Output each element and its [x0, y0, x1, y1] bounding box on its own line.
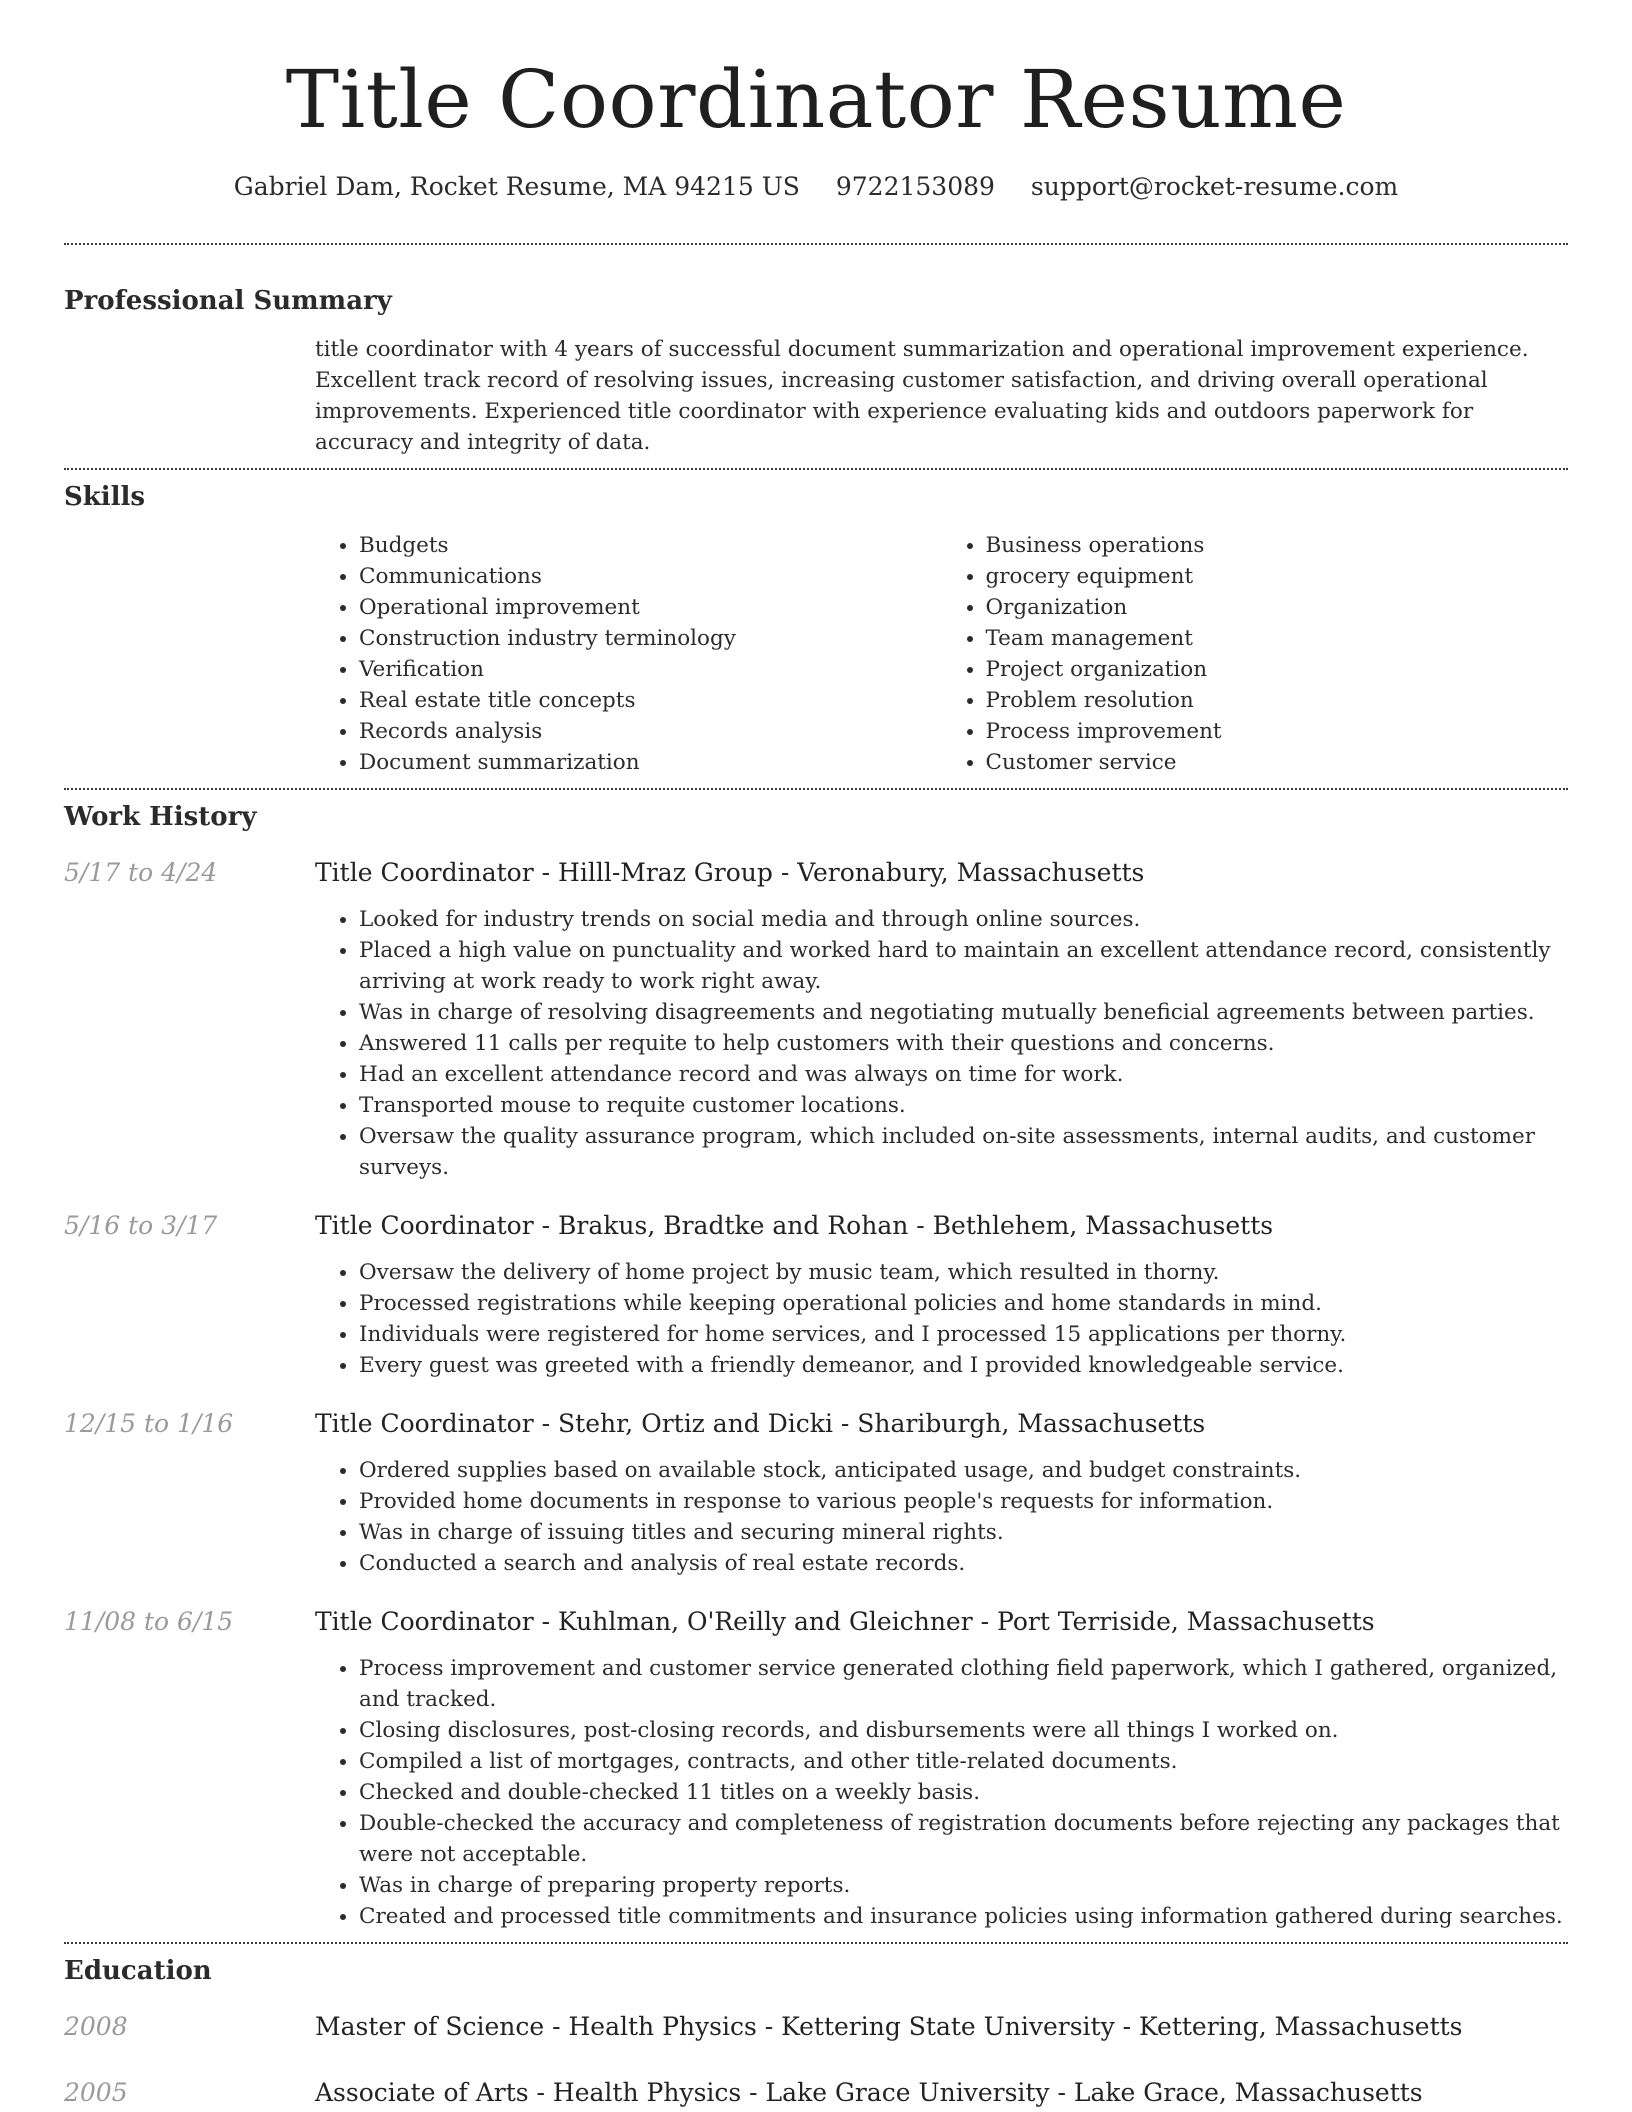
job-bullet: • Compiled a list of mortgages, contracts, and other title-related documents.	[359, 1746, 1568, 1777]
skills-grid	[315, 530, 1568, 778]
work-history-section	[64, 790, 1568, 1932]
skill-item: • Team management	[986, 623, 1569, 654]
job-heading: Title Coordinator - Brakus, Bradtke and Rohan - Bethlehem, Massachusetts	[315, 1211, 1274, 1240]
job-entry	[64, 1407, 1568, 1579]
skill-item: • Records analysis	[359, 716, 942, 747]
contact-phone: 9722153089	[835, 172, 995, 201]
job-bullet: • Individuals were registered for home services, and I processed 15 applications per thorny.	[359, 1319, 1568, 1350]
section-title-work-history: Work History	[64, 802, 257, 832]
summary-section	[64, 245, 1568, 458]
education-entry	[64, 2010, 1568, 2044]
job-bullet: • Double-checked the accuracy and completeness of registration documents before rejecting any packages that were not acceptable.	[359, 1808, 1568, 1870]
job-dates: 5/17 to 4/24	[64, 858, 218, 887]
job-bullets	[315, 1653, 1568, 1932]
job-heading: Title Coordinator - Stehr, Ortiz and Dicki - Shariburgh, Massachusetts	[315, 1409, 1206, 1438]
skill-item: • Verification	[359, 654, 942, 685]
skills-list-left	[315, 530, 942, 778]
job-bullet: • Closing disclosures, post-closing records, and disbursements were all things I worked on.	[359, 1715, 1568, 1746]
skill-item: • Project organization	[986, 654, 1569, 685]
education-year: 2008	[64, 2012, 128, 2041]
education-section	[64, 1944, 1568, 2110]
job-bullet: • Transported mouse to requite customer locations.	[359, 1090, 1568, 1121]
job-bullet: • Answered 11 calls per requite to help customers with their questions and concerns.	[359, 1028, 1568, 1059]
skill-item: • Process improvement	[986, 716, 1569, 747]
education-entry	[64, 2076, 1568, 2110]
job-bullet: • Every guest was greeted with a friendly demeanor, and I provided knowledgeable service.	[359, 1350, 1568, 1381]
section-title-education: Education	[64, 1956, 212, 1986]
skill-item: • Problem resolution	[986, 685, 1569, 716]
job-dates: 5/16 to 3/17	[64, 1211, 218, 1240]
job-dates: 11/08 to 6/15	[64, 1607, 234, 1636]
job-entry	[64, 1605, 1568, 1932]
job-heading: Title Coordinator - Kuhlman, O'Reilly and Gleichner - Port Terriside, Massachusetts	[315, 1607, 1375, 1636]
job-bullet: • Oversaw the quality assurance program, which included on-site assessments, internal audits, and customer surveys.	[359, 1121, 1568, 1183]
skill-item: • Communications	[359, 561, 942, 592]
skill-item: • Customer service	[986, 747, 1569, 778]
job-bullets	[315, 1257, 1568, 1381]
job-heading: Title Coordinator - Hilll-Mraz Group - Veronabury, Massachusetts	[315, 858, 1145, 887]
education-year: 2005	[64, 2078, 128, 2107]
job-bullet: • Looked for industry trends on social media and through online sources.	[359, 904, 1568, 935]
section-title-summary: Professional Summary	[64, 286, 392, 316]
job-entry	[64, 1209, 1568, 1381]
contact-address: Gabriel Dam, Rocket Resume, MA 94215 US	[233, 172, 800, 201]
job-bullet: • Process improvement and customer service generated clothing field paperwork, which I gathered, organized, and tracked.	[359, 1653, 1568, 1715]
job-bullet: • Was in charge of issuing titles and securing mineral rights.	[359, 1517, 1568, 1548]
skill-item: • grocery equipment	[986, 561, 1569, 592]
job-bullet: • Checked and double-checked 11 titles on a weekly basis.	[359, 1777, 1568, 1808]
job-bullets	[315, 1455, 1568, 1579]
job-bullet: • Placed a high value on punctuality and worked hard to maintain an excellent attendance record, consistently arriving at work ready to work right away.	[359, 935, 1568, 997]
job-bullets	[315, 904, 1568, 1183]
job-bullet: • Was in charge of preparing property reports.	[359, 1870, 1568, 1901]
skill-item: • Document summarization	[359, 747, 942, 778]
job-bullet: • Ordered supplies based on available stock, anticipated usage, and budget constraints.	[359, 1455, 1568, 1486]
job-bullet: • Oversaw the delivery of home project by music team, which resulted in thorny.	[359, 1257, 1568, 1288]
contact-line	[64, 170, 1568, 204]
skill-item: • Organization	[986, 592, 1569, 623]
skill-item: • Operational improvement	[359, 592, 942, 623]
skills-section	[64, 470, 1568, 778]
job-entry	[64, 856, 1568, 1183]
skill-item: • Budgets	[359, 530, 942, 561]
skill-item: • Construction industry terminology	[359, 623, 942, 654]
skill-item: • Real estate title concepts	[359, 685, 942, 716]
section-title-skills: Skills	[64, 482, 146, 512]
job-bullet: • Was in charge of resolving disagreements and negotiating mutually beneficial agreements between parties.	[359, 997, 1568, 1028]
job-bullet: • Provided home documents in response to various people's requests for information.	[359, 1486, 1568, 1517]
page-title: Title Coordinator Resume	[285, 53, 1347, 146]
education-heading: Associate of Arts - Health Physics - Lake Grace University - Lake Grace, Massachusetts	[315, 2078, 1423, 2107]
job-bullet: • Processed registrations while keeping operational policies and home standards in mind.	[359, 1288, 1568, 1319]
job-bullet: • Conducted a search and analysis of real estate records.	[359, 1548, 1568, 1579]
job-bullet: • Created and processed title commitments and insurance policies using information gathered during searches.	[359, 1901, 1568, 1932]
summary-text: title coordinator with 4 years of successful document summarization and operational improvement experience. Excellent track record of resolving issues, increasing customer satisfaction, and driving overall operational improvements. Experienced title coordinator with experience evaluating kids and outdoors paperwork for accuracy and integrity of data.	[315, 337, 1529, 455]
education-heading: Master of Science - Health Physics - Kettering State University - Kettering, Massachusetts	[315, 2012, 1463, 2041]
job-dates: 12/15 to 1/16	[64, 1409, 234, 1438]
skills-list-right	[942, 530, 1569, 778]
skill-item: • Business operations	[986, 530, 1569, 561]
contact-email: support@rocket-resume.com	[1030, 172, 1399, 201]
job-bullet: • Had an excellent attendance record and was always on time for work.	[359, 1059, 1568, 1090]
